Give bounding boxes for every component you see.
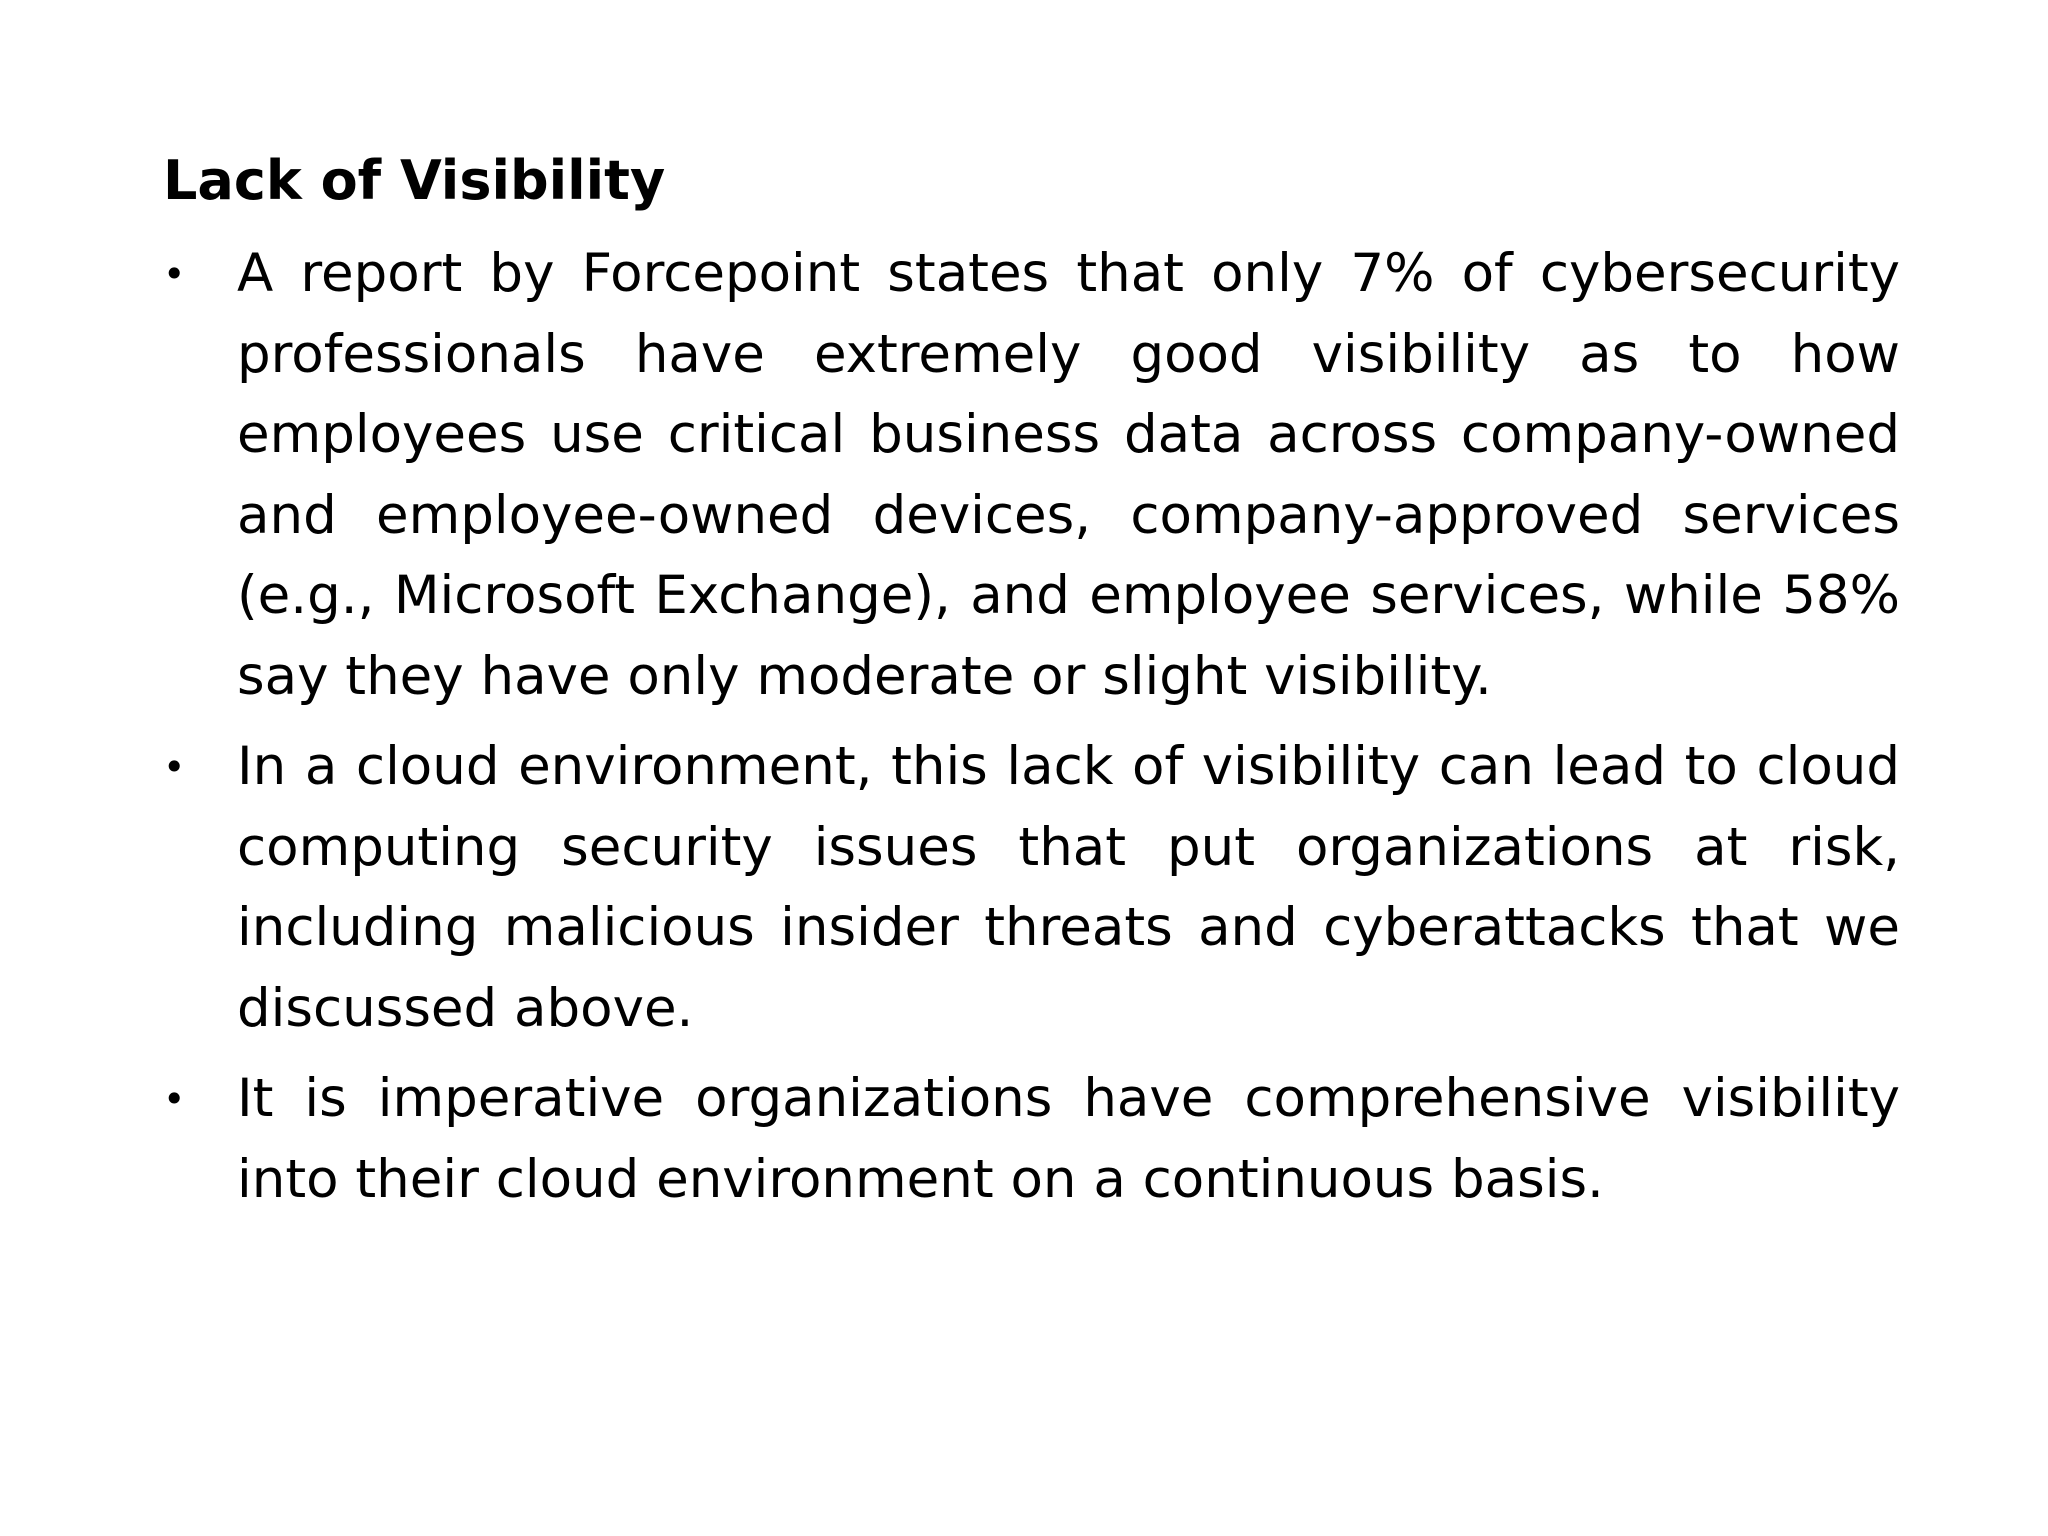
bullet-item — [163, 1059, 1900, 1220]
slide-title: Lack of Visibility — [163, 149, 666, 212]
bullet-marker: • — [163, 252, 186, 296]
bullet-text: It is imperative organizations have comprehensive visibility into their cloud environment on a continuous basis. — [237, 1068, 1900, 1210]
bullet-text: A report by Forcepoint states that only 7% of cybersecurity professionals have extremely good visibility as to how employees use critical business data across company-owned and employee-owned devices, company-approved services (e.g., Microsoft Exchange), and employee services, while 58% say they have only moderate or slight visibility. — [237, 243, 1900, 707]
bullet-text: In a cloud environment, this lack of visibility can lead to cloud computing security issues that put organizations at risk, including malicious insider threats and cyberattacks that we discussed above. — [237, 736, 1900, 1039]
bullet-item — [163, 234, 1900, 717]
bullet-marker: • — [163, 745, 186, 789]
bullet-item — [163, 727, 1900, 1049]
bullet-list — [163, 234, 1900, 1230]
bullet-marker: • — [163, 1077, 186, 1121]
